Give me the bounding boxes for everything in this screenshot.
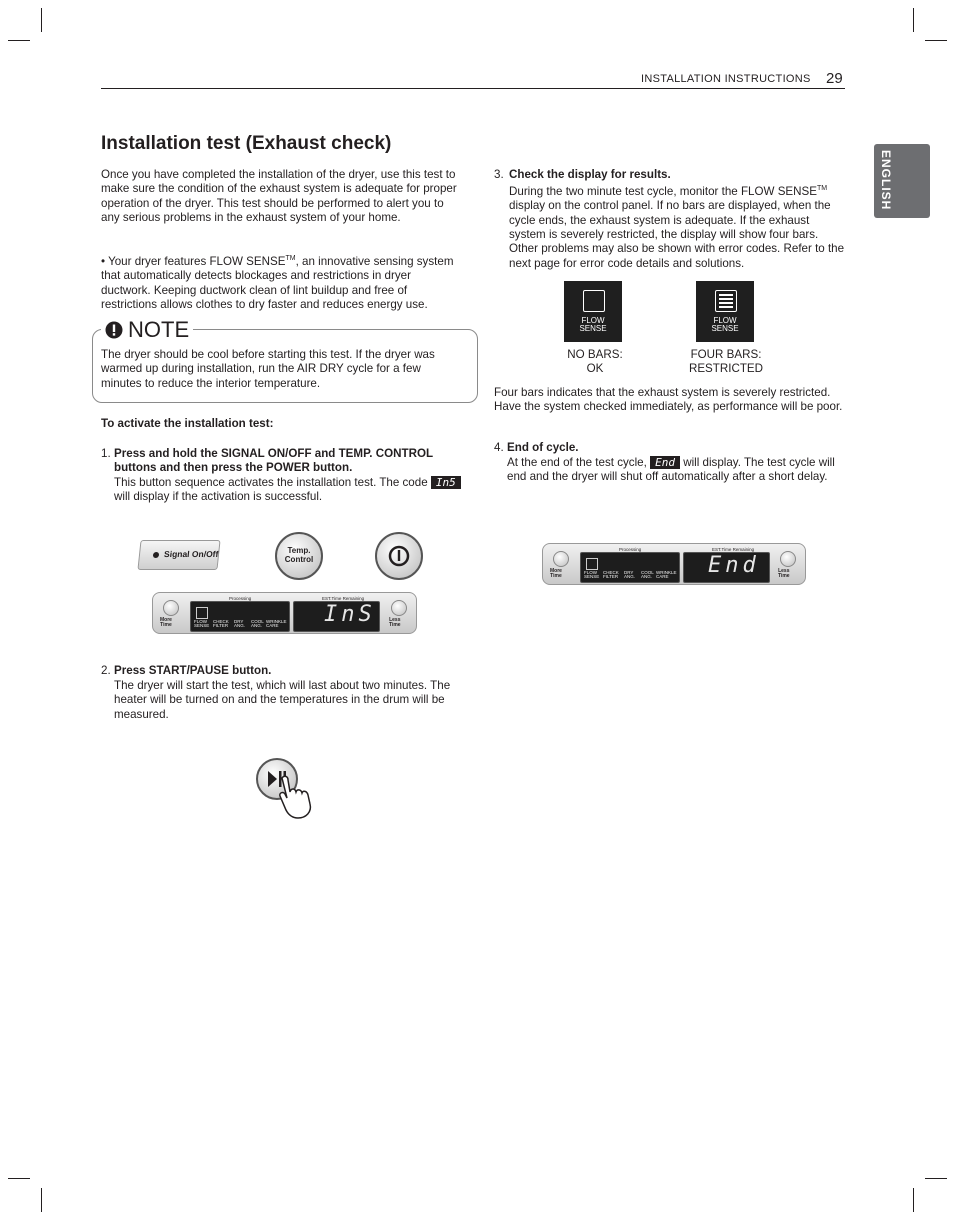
flow-sense-mini-icon bbox=[196, 607, 208, 619]
temp-control-button[interactable] bbox=[275, 532, 323, 580]
step4-text bbox=[507, 456, 845, 485]
processing-label-2: Processing bbox=[619, 547, 642, 552]
language-tab-label: ENGLISH bbox=[879, 150, 893, 211]
processing-label: Processing bbox=[229, 596, 252, 601]
signal-onoff-label: Signal On/Off bbox=[163, 549, 219, 559]
flow-sense-bullet bbox=[101, 252, 461, 312]
time-lcd bbox=[293, 596, 380, 632]
crop-mark bbox=[41, 1188, 42, 1212]
warning-icon bbox=[105, 321, 123, 339]
header-rule bbox=[101, 88, 845, 89]
step3-number: 3. bbox=[494, 168, 504, 181]
end-code-badge: End bbox=[650, 456, 680, 469]
four-bars-icon bbox=[715, 290, 737, 312]
flow-sense-label: FLOW SENSE bbox=[579, 316, 607, 333]
step1-heading: Press and hold the SIGNAL ON/OFF and TEMP. CONTROL buttons and then press the POWER button. bbox=[114, 447, 433, 475]
flow-sense-no-bars bbox=[564, 281, 622, 342]
bullet-text: • Your dryer features FLOW SENSE bbox=[101, 254, 286, 268]
status-lcd bbox=[190, 596, 290, 632]
power-icon bbox=[388, 545, 410, 567]
activate-heading: To activate the installation test: bbox=[101, 417, 274, 430]
step4-number: 4. bbox=[494, 441, 504, 454]
step2-text: The dryer will start the test, which will last about two minutes. The heater will be turned on and the temperatures in the drum will be measured. bbox=[114, 679, 451, 721]
more-time-button-2[interactable] bbox=[553, 551, 569, 567]
time-lcd-2 bbox=[683, 547, 770, 583]
flow-sense-four-bars bbox=[696, 281, 754, 342]
cool-ang-label-2: COOL ANG. bbox=[641, 570, 654, 579]
crop-mark bbox=[8, 1178, 30, 1179]
step1-text bbox=[114, 476, 464, 505]
wrinkle-care-label: WRINKLE CARE bbox=[266, 619, 287, 628]
step4-text-pre: At the end of the test cycle, bbox=[507, 456, 647, 469]
flow-sense-mini-icon-2 bbox=[586, 558, 598, 570]
crop-mark bbox=[41, 8, 42, 32]
flow-sense-label-2: FLOW SENSE bbox=[711, 316, 739, 333]
dry-ang-label-2: DRY ANG. bbox=[624, 570, 636, 579]
flow-sense-mini-label-2: FLOW SENSE bbox=[584, 570, 600, 579]
crop-mark bbox=[913, 8, 914, 32]
step3-text bbox=[509, 182, 845, 271]
ins-code-badge: In5 bbox=[431, 476, 461, 489]
step3-heading: Check the display for results. bbox=[509, 168, 671, 181]
wrinkle-care-label-2: WRINKLE CARE bbox=[656, 570, 677, 579]
step3-text-post: display on the control panel. If no bars are displayed, when the cycle ends, the exhaust system is adequate. If the exhaust system is severely restricted, the display will show four bars. Other problems may also be shown with error codes. Refer to the next page for error code details and solutions. bbox=[509, 199, 845, 270]
check-filter-label-2: CHECK FILTER bbox=[603, 570, 619, 579]
page-number: 29 bbox=[826, 70, 843, 87]
cool-ang-label: COOL ANG. bbox=[251, 619, 264, 628]
step4-heading: End of cycle. bbox=[507, 441, 579, 454]
crop-mark bbox=[913, 1188, 914, 1212]
dry-ang-label: DRY ANG. bbox=[234, 619, 246, 628]
control-panel bbox=[152, 592, 417, 634]
intro-paragraph: Once you have completed the installation of the dryer, use this test to make sure the condition of the exhaust system is adequate for proper operation of the dryer. This test should be performed to alert you to any serious problems in the exhaust system of your home. bbox=[101, 168, 457, 225]
pressing-hand-icon bbox=[276, 774, 318, 820]
flow-sense-mini-label: FLOW SENSE bbox=[194, 619, 210, 628]
power-button[interactable] bbox=[375, 532, 423, 580]
crop-mark bbox=[8, 40, 30, 41]
est-time-label: EST.Time Remaining bbox=[322, 596, 365, 601]
step2-number: 2. bbox=[101, 664, 111, 677]
status-lcd-2 bbox=[580, 547, 680, 583]
four-bars-text: Four bars indicates that the exhaust system is severely restricted. Have the system checked immediately, as performance will be poor. bbox=[494, 386, 843, 414]
more-time-label: More Time bbox=[160, 617, 172, 628]
page-title: Installation test (Exhaust check) bbox=[101, 133, 392, 154]
header-section: INSTALLATION INSTRUCTIONS bbox=[641, 73, 811, 85]
end-display: End bbox=[708, 553, 760, 578]
signal-onoff-button[interactable] bbox=[137, 540, 220, 570]
step1-number: 1. bbox=[101, 447, 111, 460]
note-text: The dryer should be cool before starting this test. If the dryer was warmed up during installation, run the AIR DRY cycle for a few minutes to reduce the interior temperature. bbox=[101, 348, 435, 390]
temp-control-label: Temp. Control bbox=[284, 546, 314, 564]
control-panel-end bbox=[542, 543, 806, 585]
ins-display: InS bbox=[324, 602, 376, 627]
less-time-label: Less Time bbox=[389, 617, 401, 628]
step2-heading: Press START/PAUSE button. bbox=[114, 664, 272, 677]
crop-mark bbox=[925, 1178, 947, 1179]
no-bars-caption: NO BARS: OK bbox=[567, 348, 623, 376]
language-tab bbox=[874, 144, 930, 218]
tm-mark-2: TM bbox=[817, 185, 828, 192]
note-title: NOTE bbox=[128, 317, 190, 342]
less-time-button-2[interactable] bbox=[780, 551, 796, 567]
step4-text-post: will display. The test cycle will end and the dryer will shut off automatically after a short delay. bbox=[507, 456, 835, 484]
bullet-text-cont: , an innovative sensing system that automatically detects blockages and restrictions in dryer ductwork. Keeping ductwork clean of lint buildup and free of restrictions allows clothes to dry faster and reduces energy use. bbox=[101, 254, 454, 312]
four-bars-caption: FOUR BARS: RESTRICTED bbox=[688, 348, 764, 376]
est-time-label-2: EST.Time Remaining bbox=[712, 547, 755, 552]
empty-bars-icon bbox=[583, 290, 605, 312]
signal-dot-icon bbox=[153, 552, 160, 558]
step1-text-post: will display if the activation is successful. bbox=[114, 490, 323, 504]
crop-mark bbox=[925, 40, 947, 41]
step1-text-pre: This button sequence activates the installation test. The code bbox=[114, 476, 428, 489]
check-filter-label: CHECK FILTER bbox=[213, 619, 229, 628]
tm-mark: TM bbox=[285, 255, 296, 262]
less-time-button[interactable] bbox=[391, 600, 407, 616]
step3-text-pre: During the two minute test cycle, monitor the FLOW SENSE bbox=[509, 184, 817, 198]
less-time-label-2: Less Time bbox=[778, 568, 790, 579]
more-time-button[interactable] bbox=[163, 600, 179, 616]
more-time-label-2: More Time bbox=[550, 568, 562, 579]
note-heading bbox=[101, 317, 193, 343]
